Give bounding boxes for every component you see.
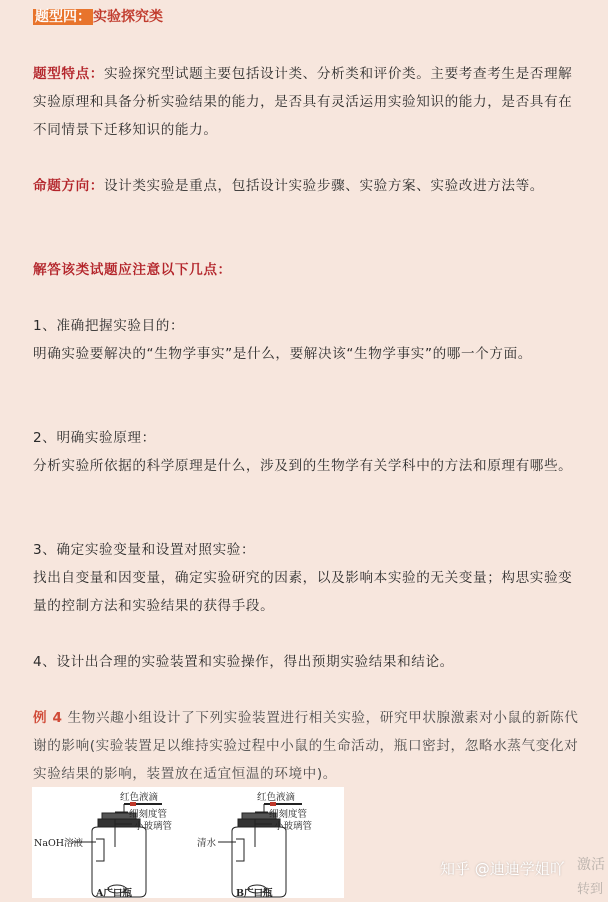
point-2 xyxy=(33,424,581,480)
point-1-heading: 1、准确把握实验目的： xyxy=(33,318,185,334)
jar-b-glass-label: 小玻璃管 xyxy=(274,821,313,832)
point-4 xyxy=(33,648,581,676)
direction-paragraph xyxy=(33,172,581,200)
jar-a-glass-label: 小玻璃管 xyxy=(134,821,173,832)
point-1 xyxy=(33,312,581,368)
apparatus-figure xyxy=(32,787,344,898)
direction-text: 设计类实验是重点，包括设计实验步骤、实验方案、实验改进方法等。 xyxy=(103,178,544,194)
section-title xyxy=(33,6,163,28)
example-text: 生物兴趣小组设计了下列实验装置进行相关实验，研究甲状腺激素对小鼠的新陈代谢的影响(实验装置足以维持实验过程中小鼠的生命活动，瓶口密封，忽略水蒸气变化对实验结果的影响，装置放在适宜恒温的环境中)。 xyxy=(33,710,579,782)
jar-a-drop-label: 红色液滴 xyxy=(120,792,159,803)
jar-b-liquid-label: 清水 xyxy=(197,838,217,849)
point-4-heading: 4、设计出合理的实验装置和实验操作，得出预期实验结果和结论。 xyxy=(33,654,454,670)
point-3-body: 找出自变量和因变量，确定实验研究的因素，以及影响本实验的无关变量；构思实验变量的控制方法和实验结果的获得手段。 xyxy=(33,570,573,614)
point-2-heading: 2、明确实验原理： xyxy=(33,430,156,446)
jar-a-caption: A广口瓶 xyxy=(96,888,132,899)
section-title-text: 实验探究类 xyxy=(93,9,163,25)
point-1-body: 明确实验要解决的“生物学事实”是什么，要解决该“生物学事实”的哪一个方面。 xyxy=(33,346,532,362)
activation-notice-line1: 激活 xyxy=(577,857,605,873)
example-label: 例 4 xyxy=(33,710,63,726)
jar-a-tube-label: 细刻度管 xyxy=(129,809,168,820)
jar-b-beaker xyxy=(236,839,244,861)
features-label: 题型特点： xyxy=(33,66,104,82)
zhihu-watermark: 知乎 @迪迪学姐吖 xyxy=(440,860,565,878)
jar-a-beaker xyxy=(96,839,104,861)
jar-b-caption: B广口瓶 xyxy=(236,888,273,899)
point-3 xyxy=(33,536,581,620)
notes-heading: 解答该类试题应注意以下几点： xyxy=(33,262,232,278)
features-paragraph xyxy=(33,60,581,144)
jar-a-liquid-label: NaOH溶液 xyxy=(34,838,84,849)
section-title-highlight: 题型四： xyxy=(35,9,91,25)
activation-notice-line2: 转到 xyxy=(577,882,604,897)
example-paragraph xyxy=(33,704,581,788)
point-2-body: 分析实验所依据的科学原理是什么，涉及到的生物学有关学科中的方法和原理有哪些。 xyxy=(33,458,573,474)
jar-b-drop-label: 红色液滴 xyxy=(257,792,296,803)
features-text: 实验探究型试题主要包括设计类、分析类和评价类。主要考查考生是否理解实验原理和具备分析实验结果的能力，是否具有灵活运用实验知识的能力，是否具有在不同情景下迁移知识的能力。 xyxy=(33,66,573,138)
jar-b-tube-label: 细刻度管 xyxy=(269,809,308,820)
point-3-heading: 3、确定实验变量和设置对照实验： xyxy=(33,542,256,558)
direction-label: 命题方向： xyxy=(33,178,104,194)
